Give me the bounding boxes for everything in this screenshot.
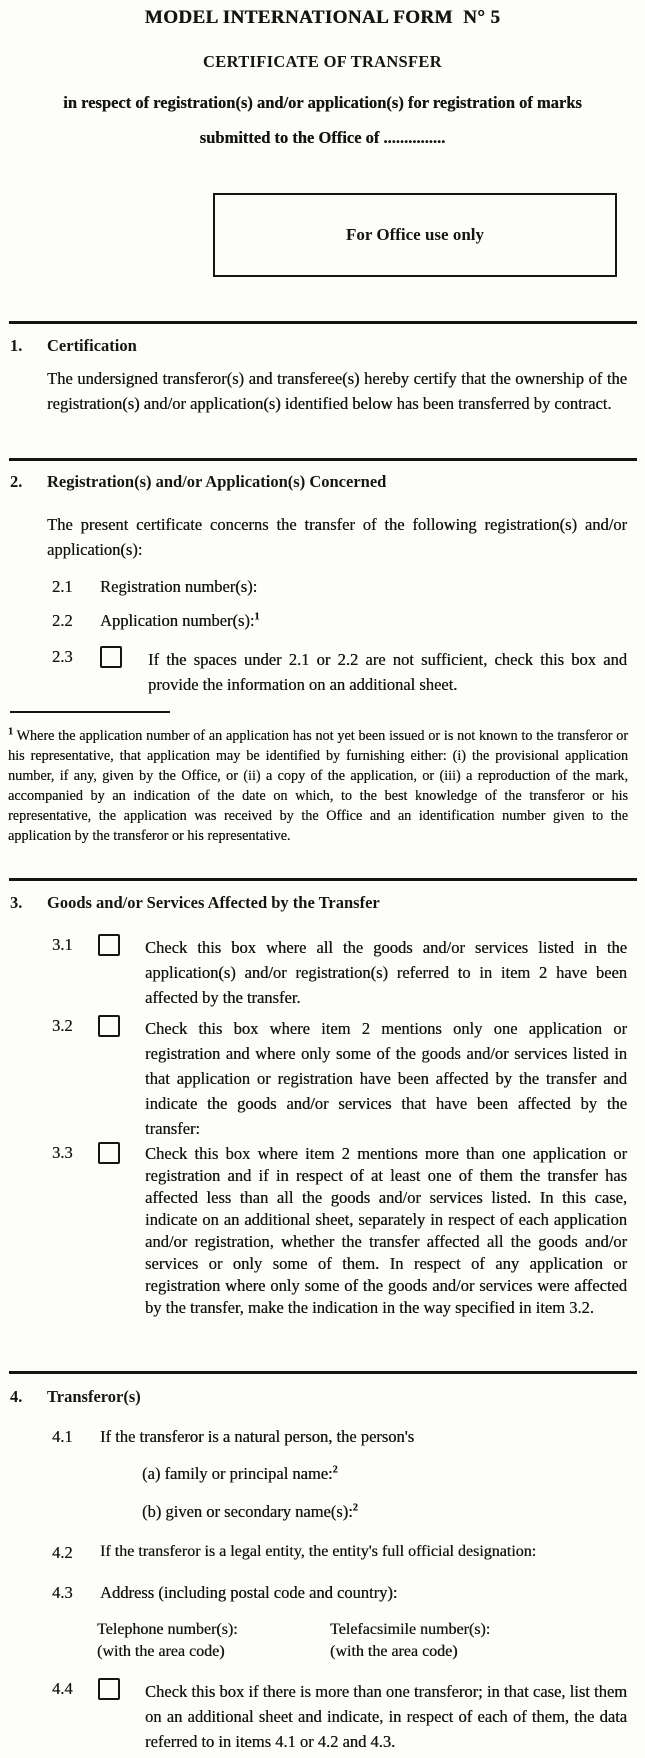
section-3-divider bbox=[9, 878, 637, 881]
item-3-1-text: Check this box where all the goods and/or services listed in the application(s) and/or registration(s) referred to in item 2 have been affected by the transfer. bbox=[145, 938, 627, 1007]
section-1-heading: Certification bbox=[47, 336, 137, 355]
item-4-4-text: Check this box if there is more than one transferor; in that case, list them on an additional sheet and indicate, in respect of each of them, the data referred to in items 4.1 or 4.2 and 4.3. bbox=[145, 1682, 627, 1751]
item-4-1-number: 4.1 bbox=[52, 1427, 73, 1446]
item-2-1-label: Registration number(s): bbox=[100, 577, 258, 596]
telephone-column bbox=[97, 1619, 238, 1663]
telephone-note: (with the area code) bbox=[97, 1643, 225, 1660]
page-title-number: N° 5 bbox=[463, 7, 501, 28]
section-3-heading: Goods and/or Services Affected by the Transfer bbox=[47, 893, 380, 912]
item-4-1b-label-text: (b) given or secondary name(s): bbox=[142, 1502, 353, 1521]
item-4-2-number: 4.2 bbox=[52, 1543, 73, 1562]
telefacsimile-note: (with the area code) bbox=[330, 1643, 458, 1660]
item-4-4-number: 4.4 bbox=[52, 1679, 73, 1698]
section-4-number: 4. bbox=[10, 1387, 23, 1406]
item-3-3-number: 3.3 bbox=[52, 1143, 73, 1162]
item-4-1a-footnote-ref: 2 bbox=[332, 1464, 338, 1476]
footnote-divider bbox=[10, 711, 170, 713]
item-3-2-checkbox[interactable] bbox=[98, 1015, 120, 1037]
item-4-1a-label-text: (a) family or principal name: bbox=[142, 1464, 333, 1483]
item-3-2-text: Check this box where item 2 mentions only one application or registration and where only some of the goods and/or services listed in that application or registration have been affected by the transfer and indicate the goods and/or services that have been affected by the transfer: bbox=[145, 1019, 627, 1138]
item-4-3-text: Address (including postal code and country): bbox=[100, 1583, 398, 1602]
section-4-heading: Transferor(s) bbox=[47, 1387, 141, 1406]
item-2-2-label-text: Application number(s): bbox=[100, 611, 255, 630]
item-4-1-text: If the transferor is a natural person, the person's bbox=[100, 1427, 415, 1446]
telephone-label: Telephone number(s): bbox=[97, 1621, 238, 1638]
item-3-1-number: 3.1 bbox=[52, 935, 73, 954]
item-4-3-number: 4.3 bbox=[52, 1583, 73, 1602]
item-3-2-number: 3.2 bbox=[52, 1016, 73, 1035]
telefacsimile-label: Telefacsimile number(s): bbox=[330, 1621, 491, 1638]
item-4-1b-footnote-ref: 2 bbox=[352, 1502, 358, 1514]
item-3-3-text: Check this box where item 2 mentions more than one application or registration and if in respect of at least one of them the transfer has affected less than all the goods and/or services listed. In this case, indicate on an additional sheet, separately in respect of each application and/or registration, whether the transfer affected all the goods and/or services or only some of them. In respect of any application or registration where only some of the goods and/or services were affected by the transfer, make the indication in the way specified in item 3.2. bbox=[145, 1144, 627, 1317]
item-4-4-checkbox[interactable] bbox=[98, 1678, 120, 1700]
section-1-divider bbox=[9, 321, 637, 324]
item-4-2-text: If the transferor is a legal entity, the entity's full official designation: bbox=[100, 1543, 537, 1560]
item-3-1-checkbox[interactable] bbox=[98, 934, 120, 956]
office-use-label: For Office use only bbox=[345, 225, 485, 244]
footnote-1-marker: 1 bbox=[8, 726, 13, 738]
item-2-2-number: 2.2 bbox=[52, 611, 73, 630]
section-1-body: The undersigned transferor(s) and transferee(s) hereby certify that the ownership of the registration(s) and/or application(s) identified below has been transferred by contract. bbox=[47, 369, 627, 413]
item-2-3-number: 2.3 bbox=[52, 647, 73, 666]
certificate-subtitle: CERTIFICATE OF TRANSFER bbox=[203, 52, 442, 71]
footnote-ref-1: 1 bbox=[254, 611, 260, 623]
item-2-2-label bbox=[100, 611, 259, 631]
section-2-number: 2. bbox=[10, 472, 23, 491]
section-3-number: 3. bbox=[10, 893, 23, 912]
section-2-intro: The present certificate concerns the transfer of the following registration(s) and/or application(s): bbox=[47, 515, 627, 559]
item-2-3-text: If the spaces under 2.1 or 2.2 are not sufficient, check this box and provide the information on an additional sheet. bbox=[148, 650, 627, 694]
item-4-1a-label bbox=[142, 1464, 338, 1484]
item-3-3-checkbox[interactable] bbox=[98, 1142, 120, 1164]
office-use-box bbox=[213, 193, 617, 277]
item-4-1b-label bbox=[142, 1502, 358, 1522]
item-2-3-checkbox[interactable] bbox=[100, 646, 122, 668]
item-2-1-number: 2.1 bbox=[52, 577, 73, 596]
telefacsimile-column bbox=[330, 1619, 490, 1663]
intro-line-2: submitted to the Office of ............... bbox=[199, 128, 446, 147]
section-2-heading: Registration(s) and/or Application(s) Concerned bbox=[47, 472, 387, 491]
section-2-divider bbox=[9, 458, 637, 461]
section-4-divider bbox=[9, 1371, 637, 1374]
intro-line-1: in respect of registration(s) and/or application(s) for registration of marks bbox=[63, 93, 582, 112]
footnote-1-text: Where the application number of an application has not yet been issued or is not known to the transferor or his representative, that application may be identified by furnishing either: (i) the provisional application number, if any, given by the Office, or (ii) a copy of the application, or (iii) a reproduction of the mark, accompanied by an indication of the date on which, to the best knowledge of the transferor or his representative, the application was received by the Office and an identification number given to the application by the transferor or his representative. bbox=[8, 728, 628, 844]
page-title bbox=[0, 7, 645, 29]
footnote-1 bbox=[8, 726, 628, 846]
section-1-number: 1. bbox=[10, 336, 23, 355]
page-title-text: MODEL INTERNATIONAL FORM bbox=[144, 7, 453, 28]
